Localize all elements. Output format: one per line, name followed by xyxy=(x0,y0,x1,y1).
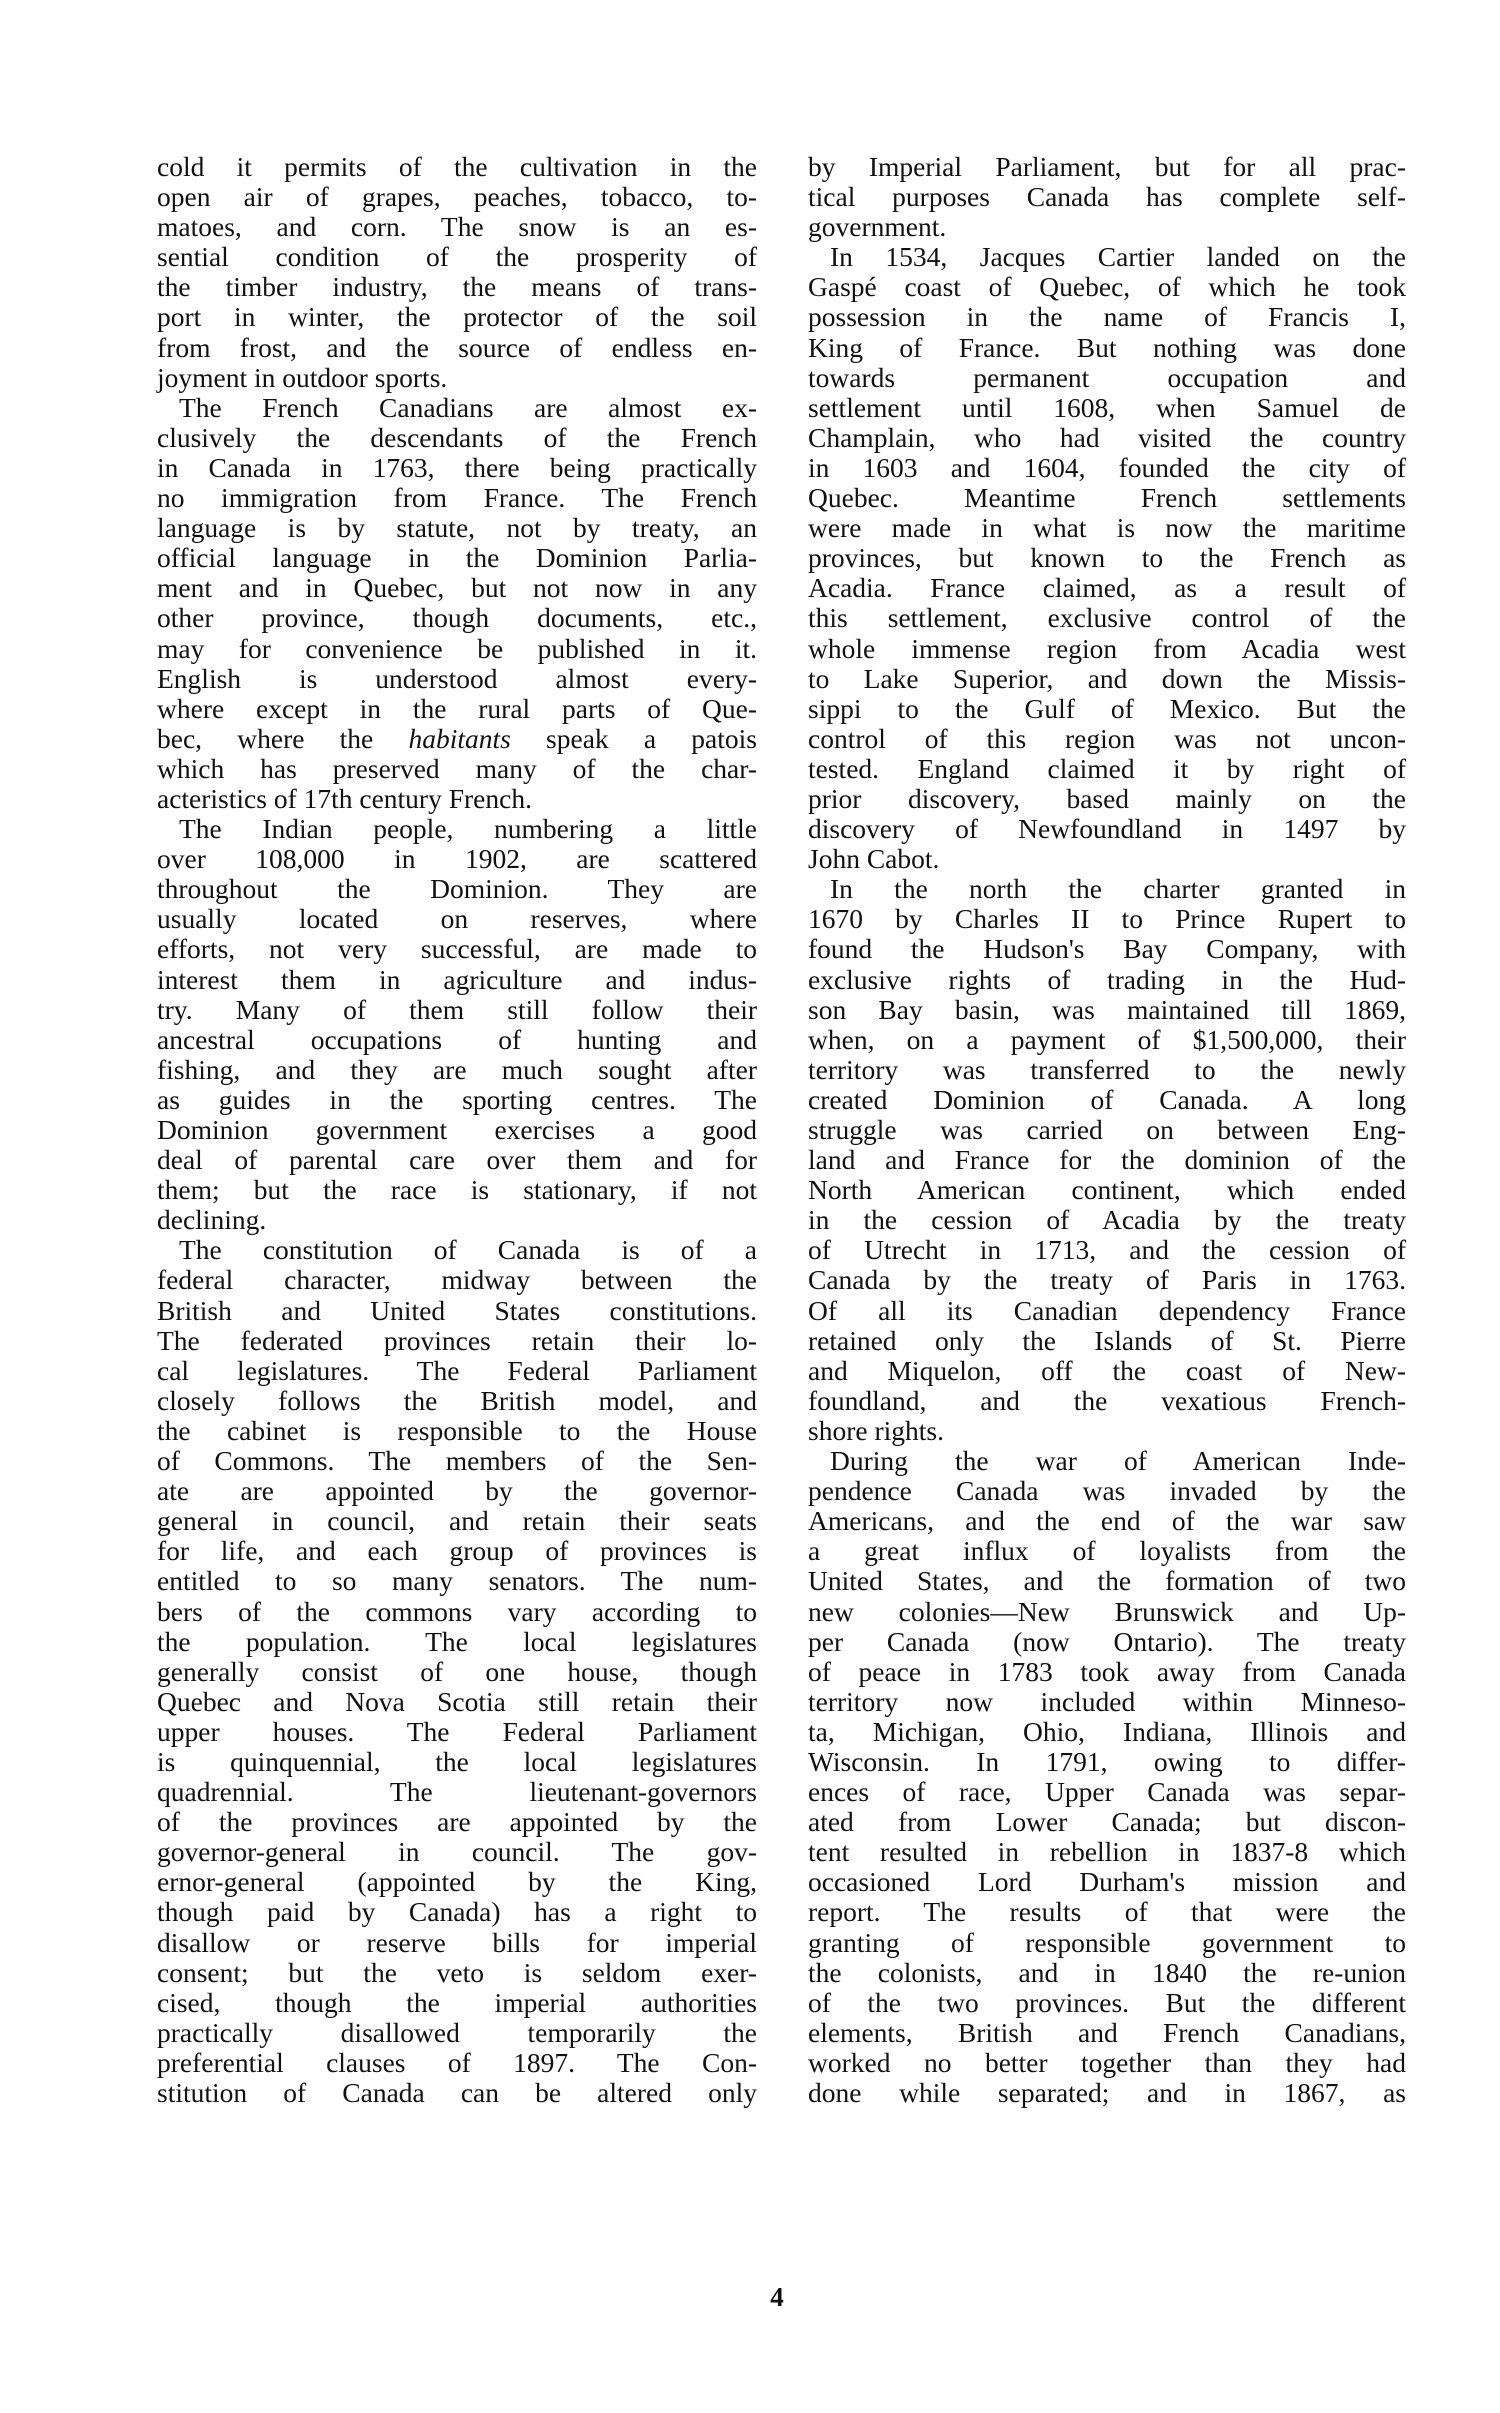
text-line: which has preserved many of the char- xyxy=(157,752,757,784)
text-line: is quinquennial, the local legislatures xyxy=(157,1745,757,1777)
text-line: towards permanent occupation and xyxy=(808,361,1406,393)
text-line: preferential clauses of 1897. The Con- xyxy=(157,2046,757,2078)
text-line: Canada by the treaty of Paris in 1763. xyxy=(808,1264,1406,1296)
text-line: consent; but the veto is seldom exer- xyxy=(157,1956,757,1988)
text-line: the population. The local legislatures xyxy=(157,1625,757,1657)
text-line: shore rights. xyxy=(808,1414,944,1446)
text-line: were made in what is now the maritime xyxy=(808,512,1406,544)
text-line: worked no better together than they had xyxy=(808,2046,1406,2078)
text-line: Quebec. Meantime French settlements xyxy=(808,482,1406,514)
text-line: foundland, and the vexatious French- xyxy=(808,1384,1406,1416)
text-line: in 1603 and 1604, founded the city of xyxy=(808,451,1406,483)
text-line: ate are appointed by the governor- xyxy=(157,1475,757,1507)
text-line: where except in the rural parts of Que- xyxy=(157,692,757,724)
text-line: this settlement, exclusive control of the xyxy=(808,602,1406,634)
paragraph-first-line: The French Canadians are almost ex- xyxy=(179,391,757,423)
text-line: exclusive rights of trading in the Hud- xyxy=(808,963,1406,995)
text-line: as guides in the sporting centres. The xyxy=(157,1083,757,1115)
text-line: matoes, and corn. The snow is an es- xyxy=(157,211,757,243)
text-line: possession in the name of Francis I, xyxy=(808,301,1406,333)
text-line: federal character, midway between the xyxy=(157,1264,757,1296)
text-line: the timber industry, the means of trans- xyxy=(157,271,757,303)
text-line: prior discovery, based mainly on the xyxy=(808,782,1406,814)
text-line: Wisconsin. In 1791, owing to differ- xyxy=(808,1745,1406,1777)
page-number: 4 xyxy=(770,2282,784,2312)
text-line: quadrennial. The lieutenant-governors xyxy=(157,1776,757,1808)
text-line: tent resulted in rebellion in 1837-8 which xyxy=(808,1836,1406,1868)
text-line: them; but the race is stationary, if not xyxy=(157,1174,757,1206)
text-line: throughout the Dominion. They are xyxy=(157,873,757,905)
text-line: other province, though documents, etc., xyxy=(157,602,757,634)
text-line: The federated provinces retain their lo- xyxy=(157,1324,757,1356)
text-line: fishing, and they are much sought after xyxy=(157,1053,757,1085)
text-line: tested. England claimed it by right of xyxy=(808,752,1406,784)
text-line: King of France. But nothing was done xyxy=(808,331,1406,363)
text-line: elements, British and French Canadians, xyxy=(808,2016,1406,2048)
text-line: disallow or reserve bills for imperial xyxy=(157,1926,757,1958)
text-line: a great influx of loyalists from the xyxy=(808,1535,1406,1567)
text-line: whole immense region from Acadia west xyxy=(808,632,1406,664)
text-line: to Lake Superior, and down the Missis- xyxy=(808,662,1406,694)
text-line: land and France for the dominion of the xyxy=(808,1144,1406,1176)
text-line: territory was transferred to the newly xyxy=(808,1053,1406,1085)
text-line: ment and in Quebec, but not now in any xyxy=(157,572,757,604)
text-line: upper houses. The Federal Parliament xyxy=(157,1715,757,1747)
text-line: open air of grapes, peaches, tobacco, to- xyxy=(157,181,757,213)
text-line: deal of parental care over them and for xyxy=(157,1144,757,1176)
text-line: from frost, and the source of endless en- xyxy=(157,331,757,363)
text-line: 1670 by Charles II to Prince Rupert to xyxy=(808,903,1406,935)
text-line: of Utrecht in 1713, and the cession of xyxy=(808,1234,1406,1266)
text-line: done while separated; and in 1867, as xyxy=(808,2077,1406,2108)
text-line: discovery of Newfoundland in 1497 by xyxy=(808,813,1406,845)
text-line: declining. xyxy=(157,1204,267,1236)
text-line: of Commons. The members of the Sen- xyxy=(157,1445,757,1477)
text-line: per Canada (now Ontario). The treaty xyxy=(808,1625,1406,1657)
text-line: language is by statute, not by treaty, an xyxy=(157,512,757,544)
text-line: government. xyxy=(808,211,947,243)
text-line: struggle was carried on between Eng- xyxy=(808,1114,1406,1145)
text-line: Gaspé coast of Quebec, of which he took xyxy=(808,271,1406,303)
text-line: control of this region was not uncon- xyxy=(808,722,1406,754)
text-line: sippi to the Gulf of Mexico. But the xyxy=(808,692,1406,724)
text-line: settlement until 1608, when Samuel de xyxy=(808,391,1406,423)
text-line: official language in the Dominion Parlia- xyxy=(157,542,757,574)
text-line: and Miquelon, off the coast of New- xyxy=(808,1354,1406,1386)
text-line: governor-general in council. The gov- xyxy=(157,1836,757,1868)
paragraph-first-line: During the war of American Inde- xyxy=(830,1445,1406,1477)
text-line: occasioned Lord Durham's mission and xyxy=(808,1866,1406,1898)
text-line: ated from Lower Canada; but discon- xyxy=(808,1806,1406,1838)
text-line: new colonies—New Brunswick and Up- xyxy=(808,1595,1406,1627)
text-line: United States, and the formation of two xyxy=(808,1565,1406,1597)
text-line: of the two provinces. But the different xyxy=(808,1986,1406,2018)
text-line: interest them in agriculture and indus- xyxy=(157,963,757,995)
text-line: report. The results of that were the xyxy=(808,1896,1406,1928)
text-line: cal legislatures. The Federal Parliament xyxy=(157,1354,757,1386)
text-line: joyment in outdoor sports. xyxy=(157,361,448,393)
text-line: acteristics of 17th century French. xyxy=(157,782,532,814)
text-line: British and United States constitutions. xyxy=(157,1294,757,1326)
text-line: the cabinet is responsible to the House xyxy=(157,1414,757,1446)
text-line: general in council, and retain their seats xyxy=(157,1505,757,1537)
text-line: bers of the commons vary according to xyxy=(157,1595,757,1627)
text-line: clusively the descendants of the French xyxy=(157,421,757,453)
text-line: ta, Michigan, Ohio, Indiana, Illinois and xyxy=(808,1715,1406,1747)
text-line: stitution of Canada can be altered only xyxy=(157,2077,757,2108)
text-line: John Cabot. xyxy=(808,843,940,875)
paragraph-first-line: In the north the charter granted in xyxy=(830,873,1406,905)
text-line: Champlain, who had visited the country xyxy=(808,421,1406,453)
text-line: over 108,000 in 1902, are scattered xyxy=(157,843,757,875)
text-line: no immigration from France. The French xyxy=(157,482,757,514)
text-line: cised, though the imperial authorities xyxy=(157,1986,757,2018)
text-line: Acadia. France claimed, as a result of xyxy=(808,572,1406,604)
text-line: cold it permits of the cultivation in the xyxy=(157,151,757,182)
text-line: Americans, and the end of the war saw xyxy=(808,1505,1406,1537)
text-line: try. Many of them still follow their xyxy=(157,993,757,1025)
text-line: entitled to so many senators. The num- xyxy=(157,1565,757,1597)
text-line: in Canada in 1763, there being practically xyxy=(157,451,757,483)
text-line: may for convenience be published in it. xyxy=(157,632,757,664)
text-line: by Imperial Parliament, but for all prac- xyxy=(808,151,1406,182)
text-line: the colonists, and in 1840 the re-union xyxy=(808,1956,1406,1988)
text-line: of the provinces are appointed by the xyxy=(157,1806,757,1838)
text-line: Quebec and Nova Scotia still retain their xyxy=(157,1685,757,1717)
text-line: for life, and each group of provinces is xyxy=(157,1535,757,1567)
text-line: ernor-general (appointed by the King, xyxy=(157,1866,757,1898)
italic-term: habitants xyxy=(408,722,511,754)
text-line: provinces, but known to the French as xyxy=(808,542,1406,574)
text-line: ences of race, Upper Canada was separ- xyxy=(808,1776,1406,1808)
text-line: North American continent, which ended xyxy=(808,1174,1406,1206)
text-line: territory now included within Minneso- xyxy=(808,1685,1406,1717)
text-line: efforts, not very successful, are made to xyxy=(157,933,757,965)
text-line: port in winter, the protector of the soil xyxy=(157,301,757,333)
text-line: in the cession of Acadia by the treaty xyxy=(808,1204,1406,1236)
text-line: granting of responsible government to xyxy=(808,1926,1406,1958)
text-line: retained only the Islands of St. Pierre xyxy=(808,1324,1406,1356)
text-line: Dominion government exercises a good xyxy=(157,1114,757,1145)
text-line: bec, where the habitants speak a patois xyxy=(157,722,758,754)
text-line: generally consist of one house, though xyxy=(157,1655,757,1687)
text-line: sential condition of the prosperity of xyxy=(157,241,757,273)
text-column-right xyxy=(808,152,1406,2108)
text-line: usually located on reserves, where xyxy=(157,903,757,935)
paragraph-first-line: The constitution of Canada is of a xyxy=(179,1234,757,1266)
text-line: practically disallowed temporarily the xyxy=(157,2016,757,2048)
text-line: of peace in 1783 took away from Canada xyxy=(808,1655,1406,1687)
text-line: Of all its Canadian dependency France xyxy=(808,1294,1406,1326)
text-line: tical purposes Canada has complete self- xyxy=(808,181,1406,213)
text-line: found the Hudson's Bay Company, with xyxy=(808,933,1406,965)
text-line: created Dominion of Canada. A long xyxy=(808,1083,1406,1115)
text-line: though paid by Canada) has a right to xyxy=(157,1896,757,1928)
text-line: when, on a payment of $1,500,000, their xyxy=(808,1023,1406,1055)
text-line: closely follows the British model, and xyxy=(157,1384,757,1416)
paragraph-first-line: The Indian people, numbering a little xyxy=(179,813,757,845)
text-line: pendence Canada was invaded by the xyxy=(808,1475,1406,1507)
text-line: English is understood almost every- xyxy=(157,662,757,694)
text-column-left xyxy=(157,152,757,2108)
paragraph-first-line: In 1534, Jacques Cartier landed on the xyxy=(830,241,1406,273)
text-line: ancestral occupations of hunting and xyxy=(157,1023,757,1055)
text-line: son Bay basin, was maintained till 1869, xyxy=(808,993,1406,1025)
